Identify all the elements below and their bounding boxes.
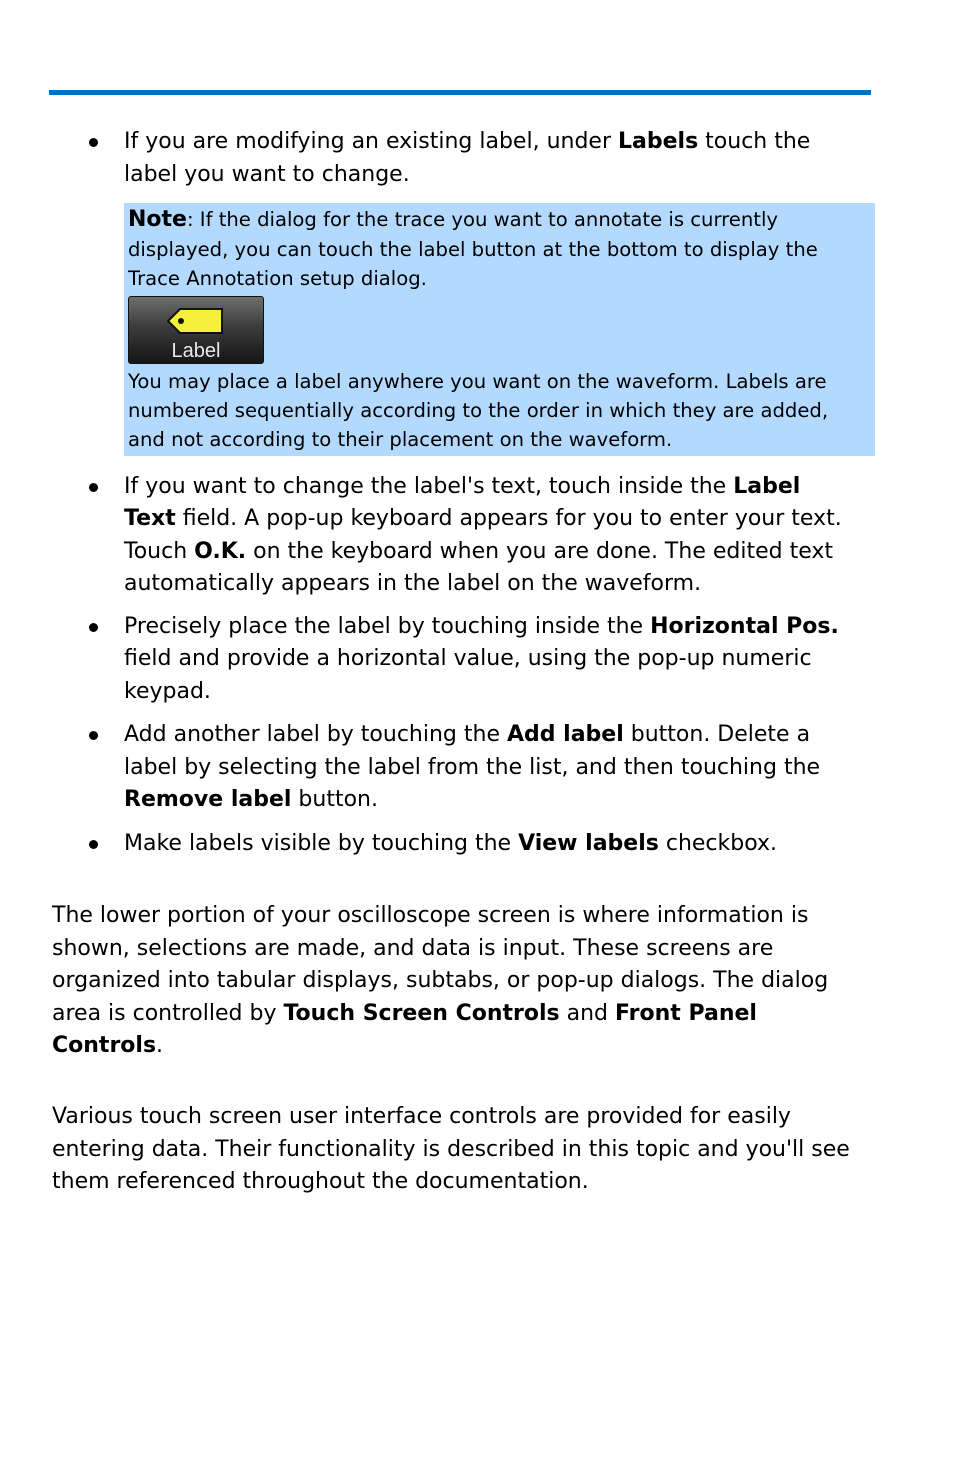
label-button[interactable] [128, 296, 264, 364]
bullet-horizontal-pos: Precisely place the label by touching inside the Horizontal Pos. field and provide a horizontal value, using the pop-up numeric keypad. [124, 611, 859, 709]
bold-remove-label: Remove label [124, 787, 292, 812]
bullet-view-labels: Make labels visible by touching the View labels checkbox. [124, 828, 859, 861]
paragraph-touch-controls: Various touch screen user interface controls are provided for easily entering data. Their functionality is described in this topic and you'll see them referenced throughout the documentation. [52, 1104, 850, 1194]
bold-view-labels: View labels [518, 830, 659, 856]
bold-touch-screen-controls: Touch Screen Controls [283, 1000, 560, 1026]
note-box [124, 203, 875, 456]
bold-ok: O.K. [194, 538, 247, 564]
header-rule [49, 90, 871, 95]
bullet-modify-label: If you are modifying an existing label, under Labels touch the label you want to change. [124, 126, 859, 191]
paragraph-dialog-area: The lower portion of your oscilloscope screen is where information is shown, selections are made, and data is input. These screens are organized into tabular displays, subtabs, or pop-up dialogs. The dialog area is controlled by Touch Screen Controls and Front Panel Controls. [52, 903, 829, 1058]
label-button-text: Label [171, 339, 221, 362]
bold-front-panel-controls: Front Panel Controls [52, 1000, 757, 1058]
tag-icon [167, 308, 223, 334]
bullet-add-remove: Add another label by touching the Add label button. Delete a label by selecting the label from the list, and then touching the Remove label button. [124, 719, 859, 817]
bullet-change-text: If you want to change the label's text, touch inside the Label Text field. A pop-up keyboard appears for you to enter your text. Touch O.K. on the keyboard when you are done. The edited text automatically appears in the label on the waveform. [124, 471, 859, 601]
note-paragraph-2: You may place a label anywhere you want on the waveform. Labels are numbered sequentially according to the order in which they are added, and not according to their placement on the waveform. [128, 369, 829, 451]
bold-labels: Labels [618, 129, 699, 154]
bold-label-text: Label Text [124, 473, 801, 531]
note-title: Note [128, 207, 187, 232]
bold-horizontal-pos: Horizontal Pos. [650, 613, 839, 639]
bold-add-label: Add label [506, 722, 624, 747]
bullet-list [0, 126, 954, 860]
note-paragraph: Note: If the dialog for the trace you want to annotate is currently displayed, you can touch the label button at the bottom to display the Trace Annotation setup dialog. [128, 207, 818, 290]
